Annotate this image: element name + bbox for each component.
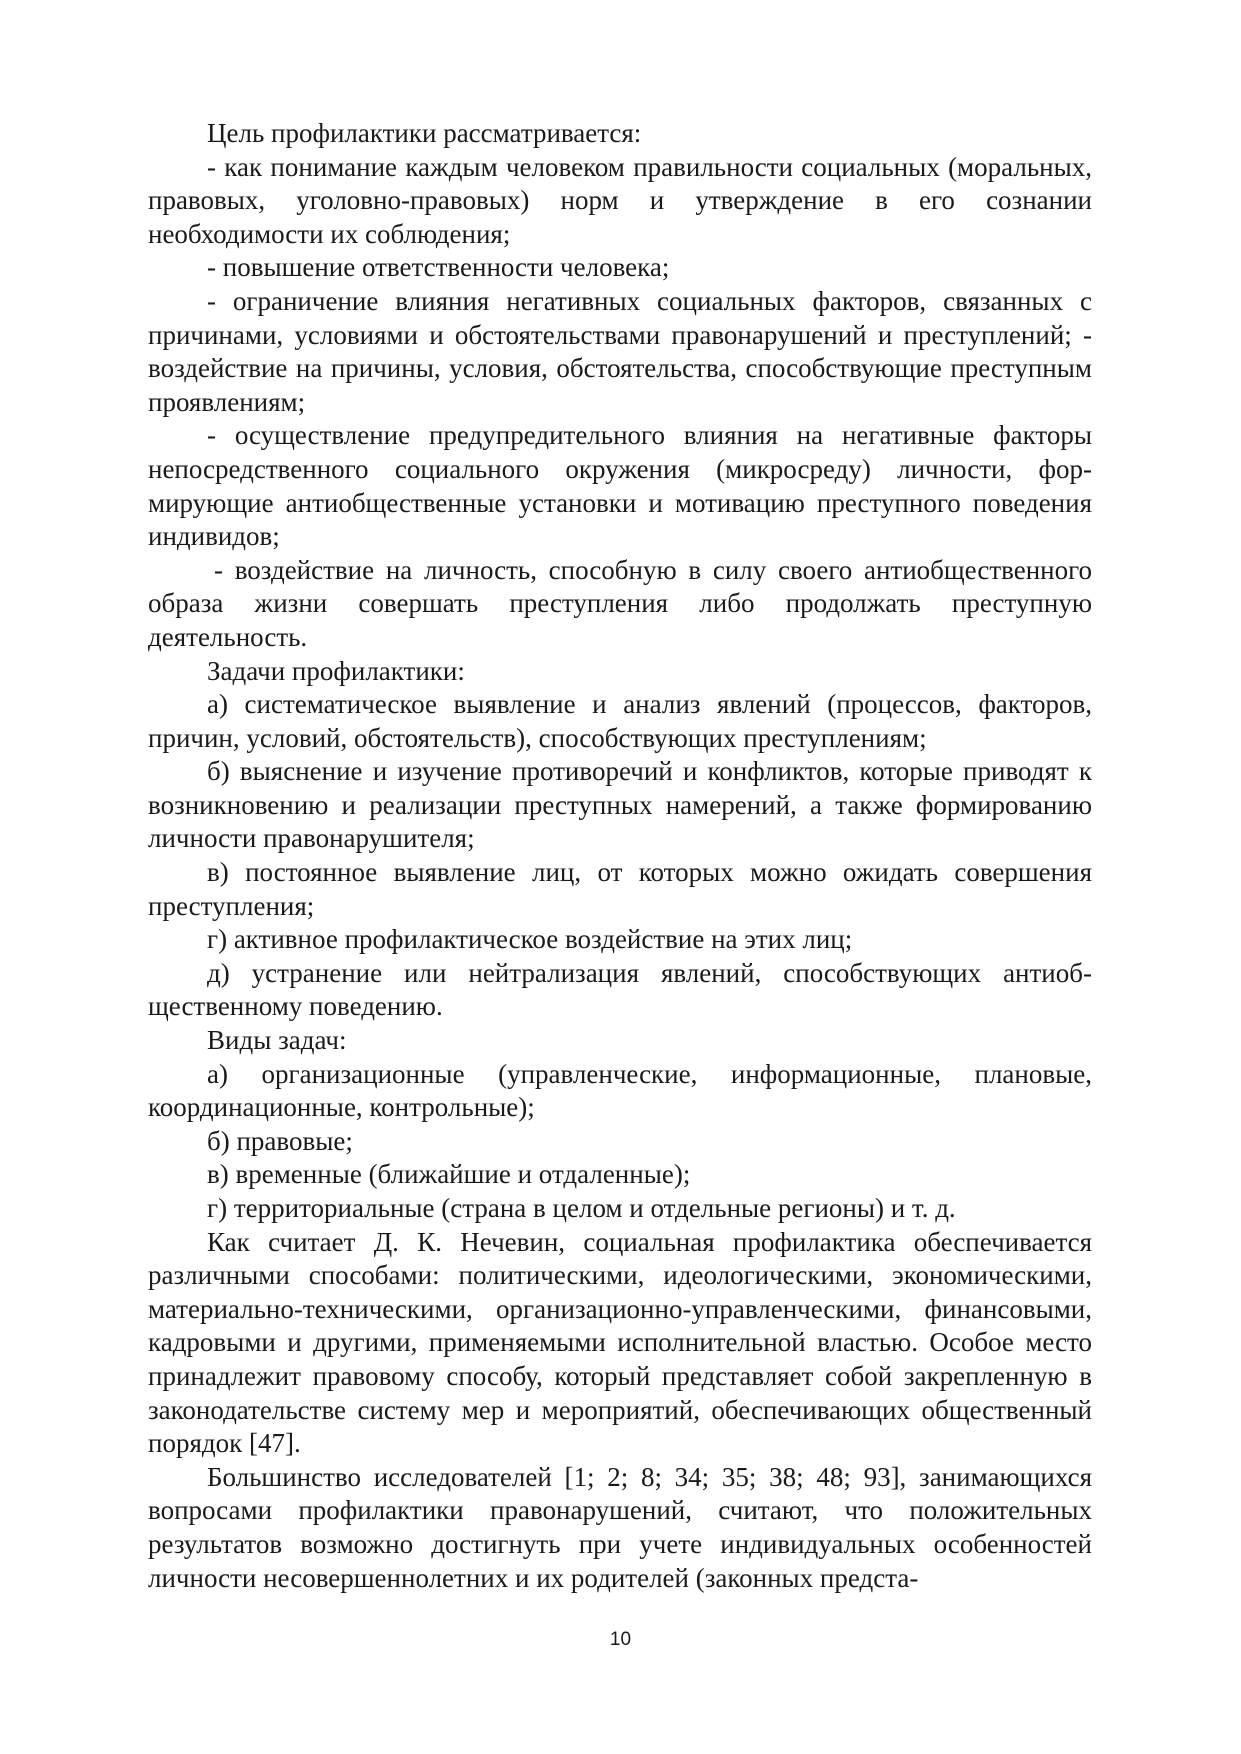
- paragraph: Виды задач:: [207, 1025, 347, 1056]
- paragraph: - осуществление предупредительного влияния на негативные факторы непосредственного социального окружения (микросреду) личности, формирующие антиобщественные установки и мотивацию преступного поведения индивидов;: [148, 420, 1092, 552]
- paragraph: Как считает Д. К. Нечевин, социальная профилактика обеспечивается различными способами: политическими, идеологическими, экономическими, материально-техническими, организационно-управленческими, финансовыми, кадровыми и другими, применяемыми исполнительной властью. Особое место принадлежит правовому способу, который представляет собой закрепленную в законодательстве систему мер и мероприятий, обеспечивающих общественный порядок [47].: [148, 1226, 1092, 1459]
- body-text: [148, 117, 1092, 1595]
- paragraph: а) организационные (управленческие, информационные, плановые, координационные, контрольные);: [148, 1058, 1092, 1123]
- paragraph: Большинство исследователей [1; 2; 8; 34; 35; 38; 48; 93], занимающихся вопросами профилактики правонарушений, считают, что положительных результатов возможно достигнуть при учете индивидуальных особенностей личности несовершеннолетних и их родителей (законных предста-: [148, 1461, 1092, 1593]
- paragraph: г) территориальные (страна в целом и отдельные регионы) и т. д.: [207, 1193, 956, 1223]
- paragraph: - повышение ответственности человека;: [207, 252, 670, 283]
- paragraph: г) активное профилактическое воздействие на этих лиц;: [207, 924, 853, 955]
- paragraph: Цель профилактики рассматривается:: [207, 118, 642, 148]
- paragraph: - воздействие на личность, способную в силу своего антиобщественного образа жизни совершать преступления либо продолжать преступную деятельность.: [148, 554, 1092, 652]
- paragraph: в) временные (ближайшие и отдаленные);: [207, 1159, 691, 1190]
- paragraph: д) устранение или нейтрализация явлений, способствующих антиобщественному поведению.: [148, 957, 1092, 1022]
- paragraph: в) постоянное выявление лиц, от которых можно ожидать совершения преступления;: [148, 857, 1092, 921]
- paragraph: - ограничение влияния негативных социальных факторов, связанных с причинами, условиями и обстоятельствами правонарушений и преступлений; - воздействие на причины, условия, обстоятельства, способствующие преступным проявлениям;: [148, 285, 1092, 417]
- paragraph: - как понимание каждым человеком правильности социальных (моральных, правовых, уголовно-правовых) норм и утверждение в его сознании необходимости их соблюдения;: [148, 151, 1092, 249]
- paragraph: а) систематическое выявление и анализ явлений (процессов, факторов, причин, условий, обстоятельств), способствующих преступлениям;: [148, 689, 1092, 753]
- page-number: 10: [609, 1629, 632, 1650]
- paragraph: Задачи профилактики:: [207, 655, 465, 686]
- paragraph: б) выяснение и изучение противоречий и конфликтов, которые приводят к возникновению и реализации преступных намерений, а также формированию личности правонарушителя;: [148, 756, 1092, 854]
- paragraph: б) правовые;: [207, 1125, 353, 1156]
